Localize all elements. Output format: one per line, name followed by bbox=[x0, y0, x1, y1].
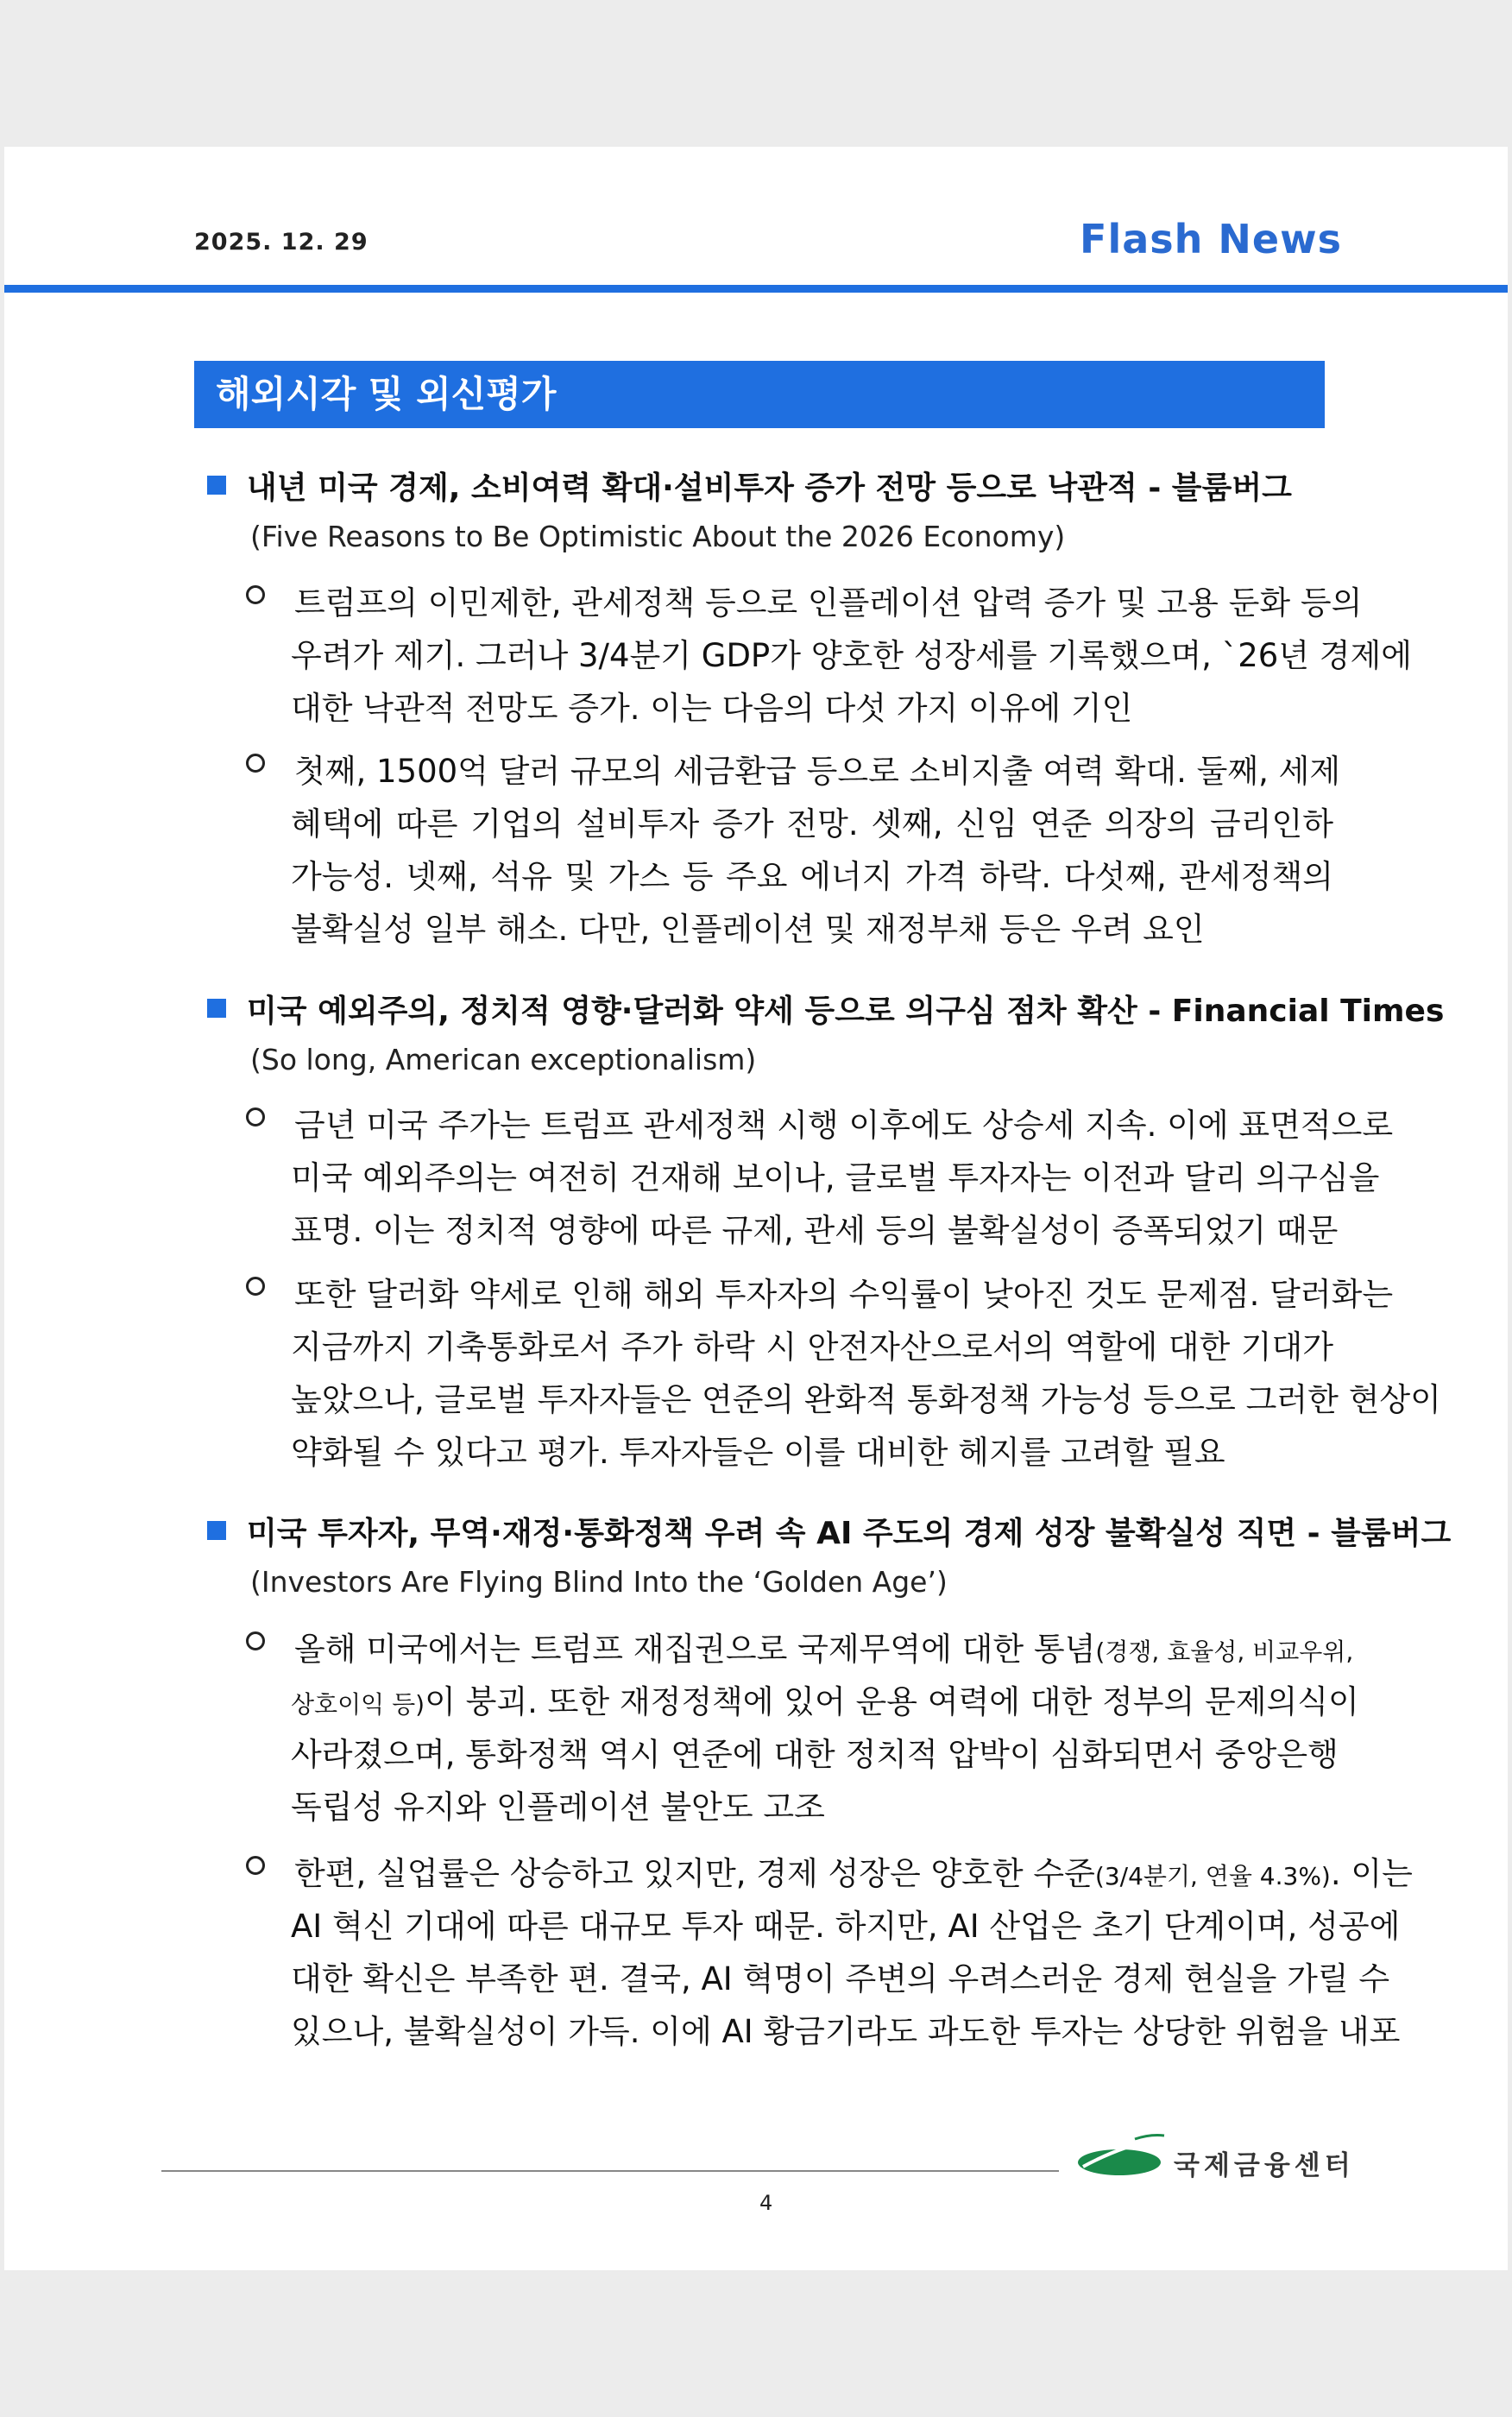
footer-divider bbox=[161, 2170, 1059, 2172]
circle-bullet-icon bbox=[246, 1856, 265, 1875]
circle-bullet-icon bbox=[246, 1631, 265, 1650]
circle-bullet-icon bbox=[246, 1108, 265, 1126]
organization-name: 국제금융센터 bbox=[1174, 2150, 1355, 2181]
bullet-paragraph: 또한 달러화 약세로 인해 해외 투자자의 수익률이 낮아진 것도 문제점. 달러화는 지금까지 기축통화로서 주가 하락 시 안전자산으로서의 역할에 대한 기대가 높았으나, 글로벌 투자자들은 연준의 완화적 통화정책 가능성 등으로 그러한 현상이 약화될 수 있다고 평가. 투자자들은 이를 대비한 헤지를 고려할 필요 bbox=[246, 1268, 1333, 1479]
article-subtitle: (Five Reasons to Be Optimistic About the 2026 Economy) bbox=[250, 520, 1066, 553]
page-number: 4 bbox=[759, 2191, 773, 2215]
article-subtitle: (Investors Are Flying Blind Into the ‘Golden Age’) bbox=[250, 1565, 948, 1599]
article-heading: 미국 예외주의, 정치적 영향·달러화 약세 등으로 의구심 점차 확산 - Financial Times bbox=[207, 987, 1444, 1031]
document-page bbox=[4, 147, 1508, 2270]
bullet-paragraph: 한편, 실업률은 상승하고 있지만, 경제 성장은 양호한 수준(3/4분기, 연율 4.3%). 이는 AI 혁신 기대에 따른 대규모 투자 때문. 하지만, AI 산업은 초기 단계이며, 성공에 대한 확신은 부족한 편. 결국, AI 혁명이 주변의 우려스러운 경제 현실을 가릴 수 있으나, 불확실성이 가득. 이에 AI 황금기라도 과도한 투자는 상당한 위험을 내포 bbox=[246, 1847, 1333, 2058]
circle-bullet-icon bbox=[246, 1277, 265, 1296]
bullet-paragraph: 트럼프의 이민제한, 관세정책 등으로 인플레이션 압력 증가 및 고용 둔화 등의 우려가 제기. 그러나 3/4분기 GDP가 양호한 성장세를 기록했으며, `26년 경제에 대한 낙관적 전망도 증가. 이는 다음의 다섯 가지 이유에 기인 bbox=[246, 577, 1333, 735]
article-heading: 내년 미국 경제, 소비여력 확대·설비투자 증가 전망 등으로 낙관적 - 블룸버그 bbox=[207, 464, 1292, 508]
kcif-logo-icon bbox=[1074, 2132, 1169, 2184]
circle-bullet-icon bbox=[246, 585, 265, 604]
report-date: 2025. 12. 29 bbox=[194, 229, 369, 256]
bullet-paragraph: 첫째, 1500억 달러 규모의 세금환급 등으로 소비지출 여력 확대. 둘째, 세제 혜택에 따른 기업의 설비투자 증가 전망. 셋째, 신임 연준 의장의 금리인하 가능성. 넷째, 석유 및 가스 등 주요 에너지 가격 하락. 다섯째, 관세정책의 불확실성 일부 해소. 다만, 인플레이션 및 재정부채 등은 우려 요인 bbox=[246, 745, 1333, 956]
section-banner: 해외시각 및 외신평가 bbox=[194, 361, 1325, 428]
square-bullet-icon bbox=[207, 999, 226, 1018]
square-bullet-icon bbox=[207, 476, 226, 495]
article-heading: 미국 투자자, 무역·재정·통화정책 우려 속 AI 주도의 경제 성장 불확실성 직면 - 블룸버그 bbox=[207, 1509, 1451, 1553]
bullet-paragraph: 금년 미국 주가는 트럼프 관세정책 시행 이후에도 상승세 지속. 이에 표면적으로 미국 예외주의는 여전히 건재해 보이나, 글로벌 투자자는 이전과 달리 의구심을 표명. 이는 정치적 영향에 따른 규제, 관세 등의 불확실성이 증폭되었기 때문 bbox=[246, 1099, 1333, 1257]
article-subtitle: (So long, American exceptionalism) bbox=[250, 1043, 757, 1076]
circle-bullet-icon bbox=[246, 754, 265, 773]
header-divider bbox=[4, 285, 1508, 293]
square-bullet-icon bbox=[207, 1521, 226, 1540]
bullet-paragraph: 올해 미국에서는 트럼프 재집권으로 국제무역에 대한 통념(경쟁, 효율성, 비교우위, 상호이익 등)이 붕괴. 또한 재정정책에 있어 운용 여력에 대한 정부의 문제의식이 사라졌으며, 통화정책 역시 연준에 대한 정치적 압박이 심화되면서 중앙은행 독립성 유지와 인플레이션 불안도 고조 bbox=[246, 1623, 1333, 1833]
brand-title: Flash News bbox=[1080, 216, 1342, 262]
